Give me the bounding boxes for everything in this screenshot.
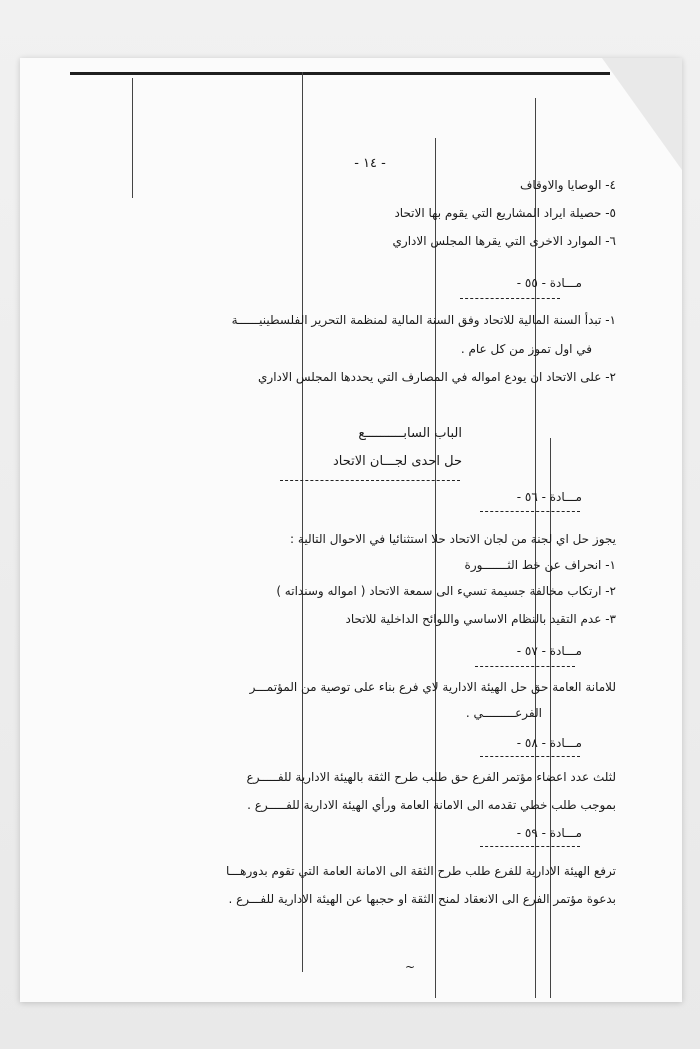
heading-underline — [460, 298, 560, 299]
list-item: ٥- حصيلة ايراد المشاريع التي يقوم بها الاتحاد — [394, 206, 616, 220]
paragraph-line: الفرعـــــــــي . — [465, 706, 542, 720]
article-heading: مـــادة - ٥٦ - — [516, 490, 582, 504]
scan-line — [550, 438, 551, 998]
list-item: ٣- عدم التقيد بالنظام الاساسي واللوائح الداخلية للاتحاد — [345, 612, 616, 626]
document-page — [20, 58, 682, 1002]
heading-underline — [475, 666, 575, 667]
paragraph-line: ٢- على الاتحاد ان يودع امواله في المصارف التي يحددها المجلس الاداري — [258, 370, 616, 384]
paragraph-line: للامانة العامة حق حل الهيئة الادارية لاي فرع بناء على توصية من المؤتمـــر — [249, 680, 616, 694]
paragraph-line: في اول تموز من كل عام . — [460, 342, 592, 356]
paragraph-line: ١- تبدأ السنة المالية للاتحاد وفق السنة المالية لمنظمة التحرير الفلسطينيــــــة — [231, 313, 616, 327]
list-item: ٦- الموارد الاخرى التي يقرها المجلس الاداري — [392, 234, 616, 248]
article-heading: مـــادة - ٥٧ - — [516, 644, 582, 658]
scan-line — [535, 98, 536, 998]
paragraph-line: لثلث عدد اعضاء مؤتمر الفرع حق طلب طرح الثقة بالهيئة الادارية للفـــــرع — [246, 770, 616, 784]
footer-mark: ~ — [404, 960, 416, 974]
scan-line — [302, 72, 303, 972]
article-heading: مـــادة - ٥٥ - — [516, 276, 582, 290]
list-item: ٢- ارتكاب مخالفة جسيمة تسيء الى سمعة الاتحاد ( امواله وسنداته ) — [276, 584, 616, 598]
folded-corner — [602, 58, 682, 170]
list-item: ١- انحراف عن خط الثـــــــورة — [464, 558, 616, 572]
list-item: ٤- الوصايا والاوقاف — [519, 178, 616, 192]
article-heading: مـــادة - ٥٩ - — [516, 826, 582, 840]
heading-underline — [480, 756, 580, 757]
paragraph-line: بموجب طلب خطي تقدمه الى الامانة العامة ورأي الهيئة الادارية للفـــــرع . — [247, 798, 616, 812]
article-heading: مـــادة - ٥٨ - — [516, 736, 582, 750]
heading-underline — [480, 511, 580, 512]
page-number: - ١٤ - — [354, 156, 386, 171]
chapter-title: الباب السابــــــــــع — [358, 426, 462, 441]
paragraph-line: ترفع الهيئة الادارية للفرع طلب طرح الثقة الى الامانة العامة التي تقوم بدورهـــا — [225, 864, 616, 878]
top-rule — [70, 72, 610, 75]
heading-underline — [480, 846, 580, 847]
chapter-underline — [280, 480, 460, 481]
scan-line — [132, 78, 133, 198]
paragraph-line: بدعوة مؤتمر الفرع الى الانعقاد لمنح الثقة او حجبها عن الهيئة الادارية للفـــرع . — [228, 892, 616, 906]
paragraph-line: يجوز حل اي لجنة من لجان الاتحاد حلا استثنائيا في الاحوال التالية : — [290, 532, 616, 546]
chapter-subtitle: حل احدى لجـــان الاتحاد — [333, 454, 462, 469]
